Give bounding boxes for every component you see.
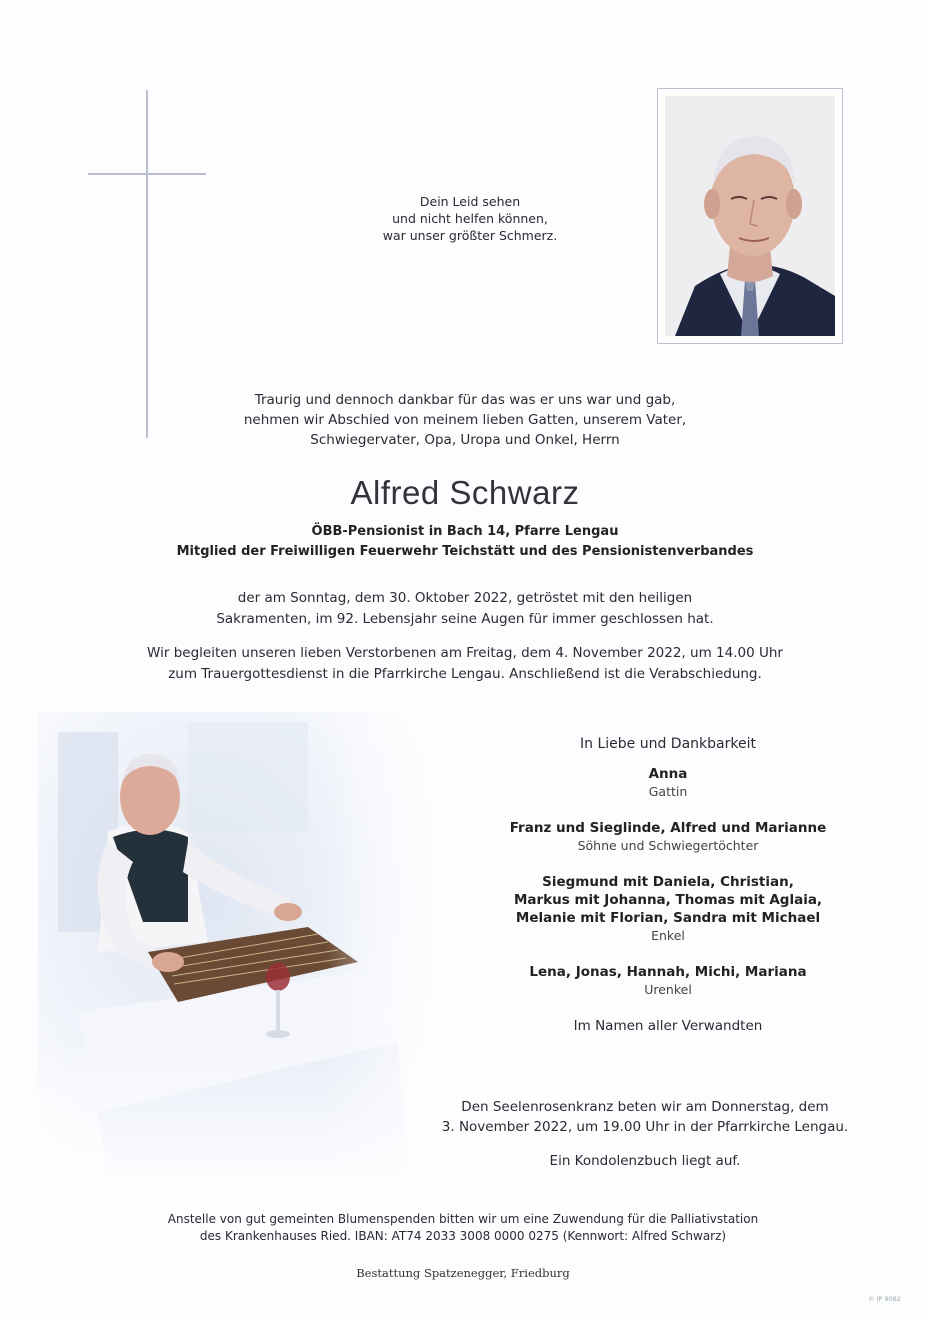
portrait-photo: [657, 88, 843, 344]
intro-line: Traurig und dennoch dankbar für das was er uns war und gab,: [254, 392, 676, 408]
quote-line: war unser größter Schmerz.: [382, 228, 558, 243]
copyright-mark: © IP 9082: [868, 1295, 902, 1303]
cross-horizontal: [88, 173, 206, 175]
grandchildren-names: Siegmund mit Daniela, Christian,: [542, 874, 794, 890]
death-line: Sakramenten, im 92. Lebensjahr seine Augen für immer geschlossen hat.: [216, 611, 714, 627]
portrait-image: [665, 96, 835, 336]
family-list: [448, 735, 888, 1035]
grandchildren-names: Markus mit Johanna, Thomas mit Aglaia,: [513, 892, 823, 908]
rosary-line: 3. November 2022, um 19.00 Uhr in der Pfarrkirche Lengau.: [441, 1119, 849, 1135]
wife-name: Anna: [648, 766, 688, 782]
description-line: Mitglied der Freiwilligen Feuerwehr Teichstätt und des Pensionistenverbandes: [176, 544, 754, 559]
zither-photo: [38, 712, 448, 1182]
funeral-line: zum Trauergottesdienst in die Pfarrkirche Lengau. Anschließend ist die Verabschiedung.: [168, 666, 762, 682]
deceased-description: [150, 522, 780, 562]
grandchildren-names: Melanie mit Florian, Sandra mit Michael: [515, 910, 821, 926]
wife-role: Gattin: [648, 784, 688, 799]
cross-vertical: [146, 90, 148, 438]
memorial-quote: [370, 193, 570, 244]
rosary-notice: [420, 1097, 870, 1137]
funeral-notice: [110, 643, 820, 685]
death-line: der am Sonntag, dem 30. Oktober 2022, getröstet mit den heiligen: [237, 590, 693, 606]
death-notice: [160, 588, 770, 630]
donation-notice: [110, 1211, 816, 1245]
intro-line: nehmen wir Abschied von meinem lieben Gatten, unserem Vater,: [243, 412, 687, 428]
description-line: ÖBB-Pensionist in Bach 14, Pfarre Lengau: [311, 524, 619, 539]
children-names: Franz und Sieglinde, Alfred und Marianne: [509, 820, 827, 836]
condolence-book-notice: Ein Kondolenzbuch liegt auf.: [549, 1153, 741, 1169]
undertaker-name: Bestattung Spatzenegger, Friedburg: [356, 1266, 570, 1280]
deceased-name: Alfred Schwarz: [350, 474, 580, 511]
intro-text: [170, 390, 760, 450]
rosary-line: Den Seelenrosenkranz beten wir am Donnerstag, dem: [461, 1099, 829, 1115]
great-grandchildren-names: Lena, Jonas, Hannah, Michi, Mariana: [529, 964, 807, 980]
grandchildren-role: Enkel: [651, 928, 685, 943]
quote-line: Dein Leid sehen: [419, 194, 521, 209]
donation-line: Anstelle von gut gemeinten Blumenspenden bitten wir um eine Zuwendung für die Palliativstation: [167, 1212, 759, 1226]
relatives-line: Im Namen aller Verwandten: [573, 1018, 763, 1034]
intro-line: Schwiegervater, Opa, Uropa und Onkel, Herrn: [310, 432, 620, 448]
great-grandchildren-role: Urenkel: [644, 982, 692, 997]
family-heading: In Liebe und Dankbarkeit: [580, 736, 756, 752]
funeral-line: Wir begleiten unseren lieben Verstorbenen am Freitag, dem 4. November 2022, um 14.00 Uhr: [147, 645, 783, 661]
quote-line: und nicht helfen können,: [392, 211, 548, 226]
donation-line: des Krankenhauses Ried. IBAN: AT74 2033 3008 0000 0275 (Kennwort: Alfred Schwarz): [199, 1229, 727, 1243]
children-role: Söhne und Schwiegertöchter: [577, 838, 759, 853]
zither-image: [38, 712, 448, 1182]
